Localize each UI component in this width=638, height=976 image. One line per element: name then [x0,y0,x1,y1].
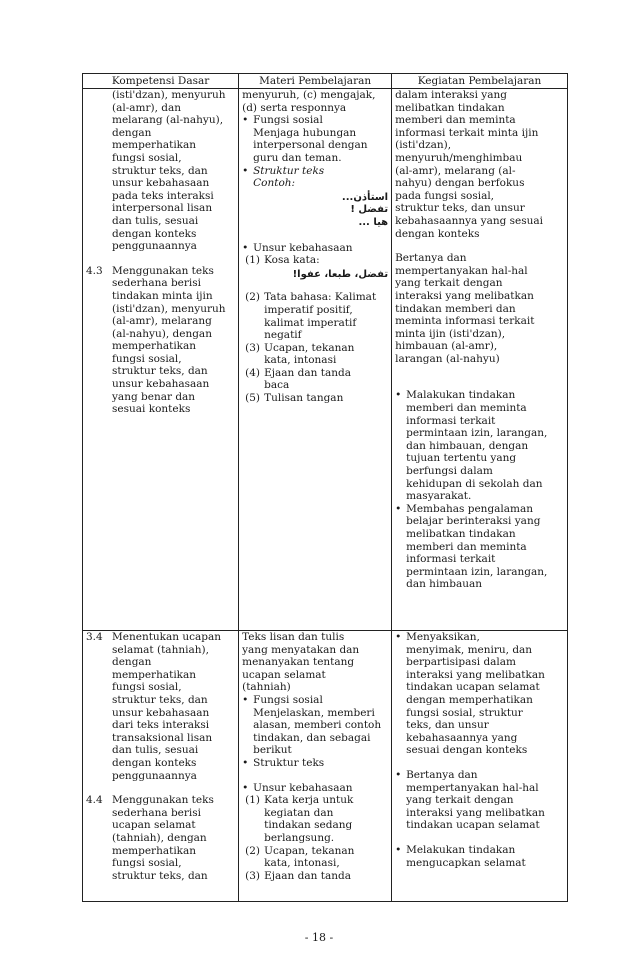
text-line: berlangsung. [264,831,335,844]
text-line: penggunaannya [112,240,197,253]
kegiatan-intro [395,89,564,240]
text-line: nahyu) dengan berfokus [395,177,525,190]
table-row [83,89,568,631]
text-line: memberi dan meminta [406,540,527,553]
text-line: kata, intonasi, [264,857,340,870]
text-line: interpersonal lisan [112,202,213,215]
item-number: (1) [245,254,260,267]
materi-intro [242,631,388,694]
kegiatan-bullet [395,631,564,757]
text-line: dengan [112,126,152,139]
text-line: melarang (al-nahyu), [112,114,224,127]
text-line: Menentukan ucapan [112,631,222,643]
text-line: (al-nahyu), dengan [112,327,212,340]
text-line: tindakan, dan sebagai [253,731,371,744]
text-line: mempertanyakan hal-hal [395,264,528,277]
kd-3-4 [86,631,235,782]
item-number: (5) [245,392,260,405]
document-page [82,73,568,902]
text-line: struktur teks, dan [112,693,208,706]
text-line: interaksi yang melibatkan [395,289,534,302]
text-line: (al-amr), melarang [112,315,212,328]
text-line: fungsi sosial, [112,857,182,870]
text-line: menyimak, meniru, dan [406,643,533,656]
header-materi-pembelajaran: Materi Pembelajaran [239,74,392,89]
text-line: struktur teks, dan [112,869,208,882]
text-line: Kata kerja untuk [264,794,354,807]
text-line: meminta informasi terkait [395,315,535,328]
kegiatan-bullet [395,389,564,502]
kd-continued [86,89,235,253]
kegiatan-bullet [395,769,564,832]
text-line: baca [264,379,290,392]
text-line: berikut [253,744,292,757]
unsur-item [242,392,388,405]
text-line: yang terkait dengan [406,794,514,807]
kegiatan-bullet [395,844,564,869]
text-line: tindakan memberi dan [395,302,516,315]
materi-intro [242,89,388,114]
text-line: (d) serta responnya [242,101,347,114]
text-line: teks, dan unsur [406,719,489,732]
text-line: larangan (al-nahyu) [395,352,500,365]
text-line: (isti'dzan), menyuruh [112,302,226,315]
unsur-list [242,254,388,405]
materi-cell [239,631,392,902]
text-line: informasi terkait minta ijin [395,126,539,139]
text-line: masyarakat. [406,490,472,503]
text-line: dengan konteks [112,227,197,240]
text-line: berfungsi dalam [406,465,493,478]
text-line: fungsi sosial, [112,151,182,164]
text-line: Contoh: [253,177,296,190]
text-line: permintaan izin, larangan, [406,565,548,578]
text-line: mengucapkan selamat [406,856,526,869]
item-number: (1) [245,794,260,807]
text-line: • Membahas pengalaman [406,502,534,515]
text-line: pada fungsi sosial, [395,189,495,202]
text-line: تفضل ! [350,204,389,216]
text-line: tindakan ucapan selamat [406,681,540,694]
unsur-list [242,794,388,882]
text-line: • Malakukan tindakan [406,389,516,402]
text-line: tindakan minta ijin [112,289,213,302]
text-line: Menjaga hubungan [253,126,357,139]
text-line: dan himbauan, dengan [406,439,529,452]
text-line: negatif [264,329,302,342]
text-line: Ejaan dan tanda [264,869,351,882]
text-line: kebahasaannya yang sesuai [395,214,544,227]
item-number: (4) [245,366,260,379]
text-line: fungsi sosial, [112,681,182,694]
unsur-item [242,794,388,844]
kd-4-3 [86,265,235,416]
arabic-vocabulary: تفضل، طبعا، عفوا! [292,268,389,280]
text-line: dengan konteks [112,756,197,769]
text-line: memperhatikan [112,844,197,857]
table-header-row [83,74,568,89]
text-line: unsur kebahasaan [112,706,210,719]
materi-unsur-kebahasaan: • Unsur kebahasaan [242,242,388,255]
text-line: استأذن... [341,191,389,203]
text-line: melibatkan tindakan [395,101,505,114]
text-line: interaksi yang melibatkan [406,668,545,681]
text-line: هيا ... [358,216,389,228]
header-kompetensi-dasar: Kompetensi Dasar [83,74,239,89]
text-line: yang benar dan [112,390,196,403]
unsur-item [242,367,388,392]
text-line: menanyakan tentang [242,656,355,669]
text-line: minta ijin (isti'dzan), [395,327,506,340]
text-line: Ejaan dan tanda [264,366,351,379]
text-line: ucapan selamat [112,819,196,832]
kd-4-4 [86,794,235,882]
text-line: dan himbauan [406,578,483,591]
text-line: memberi dan meminta [395,114,516,127]
text-line: unsur kebahasaan [112,177,210,190]
kd-number: 4.3 [86,264,103,277]
text-line: Ucapan, tekanan [264,844,355,857]
text-line: Tulisan tangan [264,392,344,405]
materi-fungsi-sosial [242,694,388,757]
text-line: berpartisipasi dalam [406,656,516,669]
materi-struktur-teks: • Struktur teks [242,757,388,770]
table-row [83,631,568,902]
text-line: • Fungsi sosial [253,693,323,706]
text-line: selamat (tahniah), [112,643,209,656]
kompetensi-cell [83,631,239,902]
text-line: sederhana berisi [112,806,201,819]
text-line: ucapan selamat [242,668,326,681]
kegiatan-cell [392,89,568,631]
header-kegiatan-pembelajaran: Kegiatan Pembelajaran [392,74,568,89]
text-line: Menjelaskan, memberi [253,706,375,719]
text-line: menyuruh/menghimbau [395,151,523,164]
item-number: (3) [245,341,260,354]
text-line: penggunaannya [112,769,197,782]
text-line: dan tulis, sesuai [112,214,199,227]
text-line: permintaan izin, larangan, [406,427,548,440]
text-line: mempertanyakan hal-hal [406,781,539,794]
text-line: sesuai dengan konteks [406,744,528,757]
text-line: fungsi sosial, [112,352,182,365]
text-line: • Bertanya dan [406,768,478,781]
text-line: interpersonal dengan [253,139,368,152]
text-line: himbauan (al-amr), [395,340,498,353]
unsur-item [242,870,388,883]
text-line: yang terkait dengan [395,277,503,290]
kegiatan-bullet [395,503,564,591]
text-line: Menggunakan teks [112,264,214,277]
text-line: kebahasaannya yang [406,731,518,744]
text-line: kehidupan di sekolah dan [406,477,543,490]
text-line: memperhatikan [112,340,197,353]
text-line: Ucapan, tekanan [264,341,355,354]
text-line: alasan, memberi contoh [253,719,382,732]
text-line: kegiatan dan [264,806,334,819]
curriculum-table [82,73,568,902]
text-line: yang menyatakan dan [242,643,360,656]
text-line: Kosa kata: [264,254,320,267]
kd-number: 3.4 [86,631,103,643]
materi-cell [239,89,392,631]
text-line: guru dan teman. [253,151,342,164]
text-line: melibatkan tindakan [406,528,516,540]
text-line: (al-amr), dan [112,101,182,114]
text-line: dari teks interaksi [112,719,210,732]
kompetensi-cell [83,89,239,631]
text-line: memperhatikan [112,139,197,152]
text-line: • Menyaksikan, [406,631,480,643]
text-line: tujuan tertentu yang [406,452,517,465]
materi-unsur-kebahasaan: • Unsur kebahasaan [242,782,388,795]
materi-fungsi-sosial [242,114,388,164]
page-number: - 18 - [304,931,334,944]
text-line: belajar berinteraksi yang [406,515,541,528]
text-line: sesuai konteks [112,403,191,416]
text-line: Teks lisan dan tulis [242,631,345,643]
text-line: pada teks interaksi [112,189,214,202]
text-line: Bertanya dan [395,252,467,265]
text-line: • Fungsi sosial [253,114,323,127]
text-line: unsur kebahasaan [112,378,210,391]
kegiatan-cell [392,631,568,902]
text-line: sederhana berisi [112,277,201,290]
unsur-item [242,291,388,341]
text-line: kalimat imperatif [264,316,357,329]
unsur-item [242,342,388,367]
text-line: (tahniah) [242,681,291,694]
text-line: (tahniah), dengan [112,831,207,844]
text-line: Menggunakan teks [112,794,214,807]
kegiatan-bertanya [395,252,564,365]
text-line: struktur teks, dan [112,365,208,378]
text-line: (al-amr), melarang (al- [395,164,516,177]
item-number: (2) [245,291,260,304]
text-line: Tata bahasa: Kalimat [264,291,377,304]
kd-number: 4.4 [86,794,103,807]
text-line: (isti'dzan), menyuruh [112,89,226,101]
text-line: tindakan sedang [264,819,353,832]
unsur-item [242,254,388,267]
materi-struktur-teks [242,165,388,190]
text-line: informasi terkait [406,553,496,566]
text-line: (isti'dzan), [395,139,452,152]
text-line: memberi dan meminta [406,402,527,415]
text-line: • Melakukan tindakan [406,843,516,856]
text-line: menyuruh, (c) mengajak, [242,89,376,101]
item-number: (3) [245,869,260,882]
text-line: memperhatikan [112,668,197,681]
text-line: kata, intonasi [264,354,337,367]
text-line: informasi terkait [406,414,496,427]
text-line: struktur teks, dan unsur [395,202,525,215]
unsur-item [242,845,388,870]
text-line: imperatif positif, [264,303,353,316]
text-line: dengan konteks [395,227,480,240]
text-line: dengan memperhatikan [406,693,533,706]
text-line: struktur teks, dan [112,164,208,177]
arabic-examples [242,192,388,230]
text-line: dalam interaksi yang [395,89,507,101]
text-line: fungsi sosial, struktur [406,706,523,719]
item-number: (2) [245,844,260,857]
text-line: tindakan ucapan selamat [406,819,540,832]
text-line: dengan [112,656,152,669]
text-line: transaksional lisan [112,731,213,744]
text-line: interaksi yang melibatkan [406,806,545,819]
text-line: • Struktur teks [253,164,325,177]
text-line: dan tulis, sesuai [112,744,199,757]
